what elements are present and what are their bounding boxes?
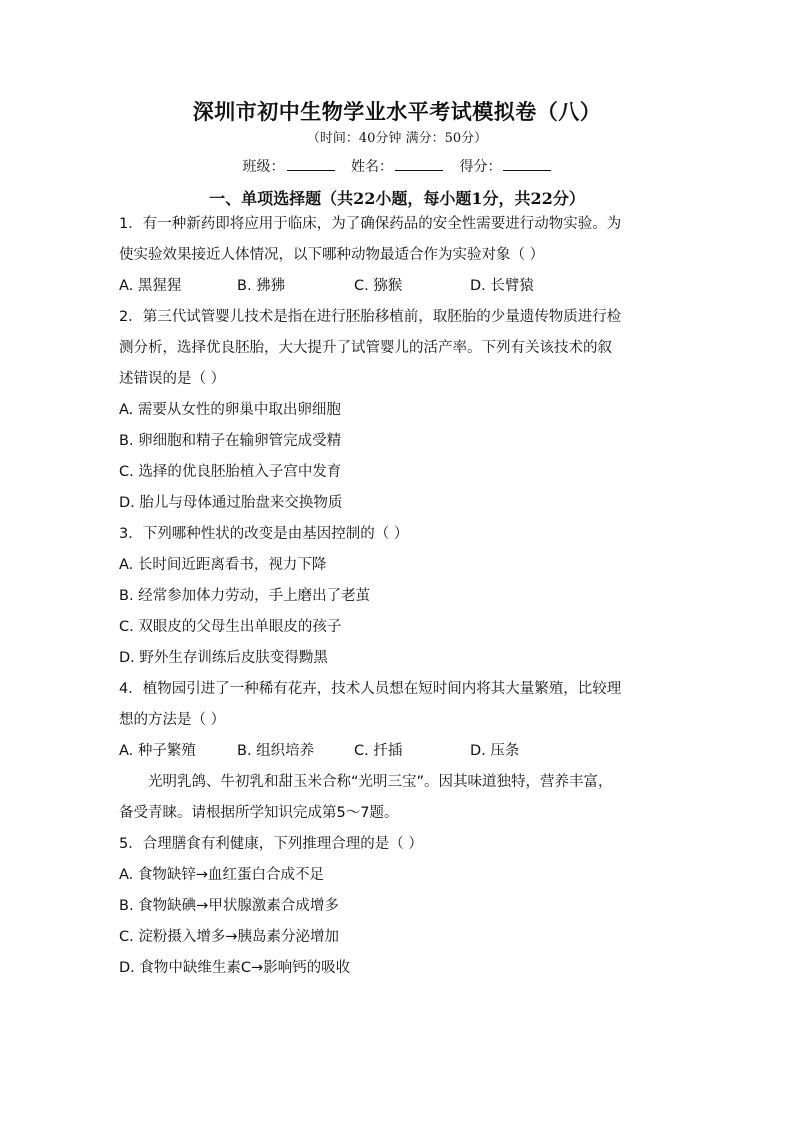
q2-option-a: A. 需要从女性的卵巢中取出卵细胞 — [119, 402, 341, 418]
q5-option-a: A. 食物缺锌→血红蛋白合成不足 — [119, 867, 325, 883]
q5-option-c: C. 淀粉摄入增多→胰岛素分泌增加 — [119, 929, 339, 945]
class-label: 班级： — [242, 159, 285, 175]
q4-option-b: B. 组织培养 — [237, 743, 315, 759]
student-info-line — [0, 156, 794, 176]
q4-option-a: A. 种子繁殖 — [119, 743, 196, 759]
q5-option-d: D. 食物中缺维生素C→影响钙的吸收 — [119, 960, 351, 976]
q3-option-d: D. 野外生存训练后皮肤变得黝黑 — [119, 650, 328, 666]
q1-stem-line-2: 使实验效果接近人体情况，以下哪种动物最适合作为实验对象（ ） — [119, 247, 545, 263]
q2-stem-line-1: 2．第三代试管婴儿技术是指在进行胚胎移植前，取胚胎的少量遗传物质进行检 — [119, 309, 622, 325]
name-label: 姓名： — [351, 159, 393, 175]
q2-option-c: C. 选择的优良胚胎植入子宫中发育 — [119, 464, 342, 480]
q5-option-b: B. 食物缺碘→甲状腺激素合成增多 — [119, 898, 339, 914]
q4-stem-line-1: 4．植物园引进了一种稀有花卉，技术人员想在短时间内将其大量繁殖，比较理 — [119, 681, 622, 697]
passage-line-2: 备受青睐。请根据所学知识完成第5～7题。 — [119, 805, 399, 821]
exam-subtitle: （时间：40分钟 满分：50分） — [306, 131, 488, 146]
q3-option-a: A. 长时间近距离看书，视力下降 — [119, 557, 327, 573]
q3-option-c: C. 双眼皮的父母生出单眼皮的孩子 — [119, 619, 342, 635]
q1-option-d: D. 长臂猿 — [470, 278, 534, 294]
q3-option-b: B. 经常参加体力劳动，手上磨出了老茧 — [119, 588, 371, 604]
q4-option-d: D. 压条 — [470, 743, 520, 759]
q2-stem-line-3: 述错误的是（ ） — [119, 371, 226, 387]
q1-option-b: B. 狒狒 — [237, 278, 286, 294]
q1-stem-line-1: 1．有一种新药即将应用于临床，为了确保药品的安全性需要进行动物实验。为 — [119, 216, 622, 232]
score-blank — [503, 156, 551, 171]
class-blank — [287, 156, 335, 171]
q1-option-c: C. 猕猴 — [354, 278, 403, 294]
q1-option-a: A. 黑猩猩 — [119, 278, 182, 294]
q4-option-c: C. 扦插 — [354, 743, 403, 759]
exam-title: 深圳市初中生物学业水平考试模拟卷（八） — [192, 99, 602, 124]
name-blank — [395, 156, 443, 171]
q2-stem-line-2: 测分析，选择优良胚胎，大大提升了试管婴儿的活产率。下列有关该技术的叙 — [119, 340, 612, 356]
score-label: 得分： — [459, 159, 502, 175]
passage-line-1: 光明乳鸽、牛初乳和甜玉米合称“光明三宝”。因其味道独特，营养丰富， — [148, 774, 613, 790]
q2-option-b: B. 卵细胞和精子在输卵管完成受精 — [119, 433, 342, 449]
q5-stem-line-1: 5．合理膳食有利健康，下列推理合理的是（ ） — [119, 836, 423, 852]
q3-stem-line-1: 3．下列哪种性状的改变是由基因控制的（ ） — [119, 526, 409, 542]
section-title: 一、单项选择题（共22小题，每小题1分，共22分） — [209, 189, 585, 208]
q4-stem-line-2: 想的方法是（ ） — [119, 712, 226, 728]
q2-option-d: D. 胎儿与母体通过胎盘来交换物质 — [119, 495, 343, 511]
